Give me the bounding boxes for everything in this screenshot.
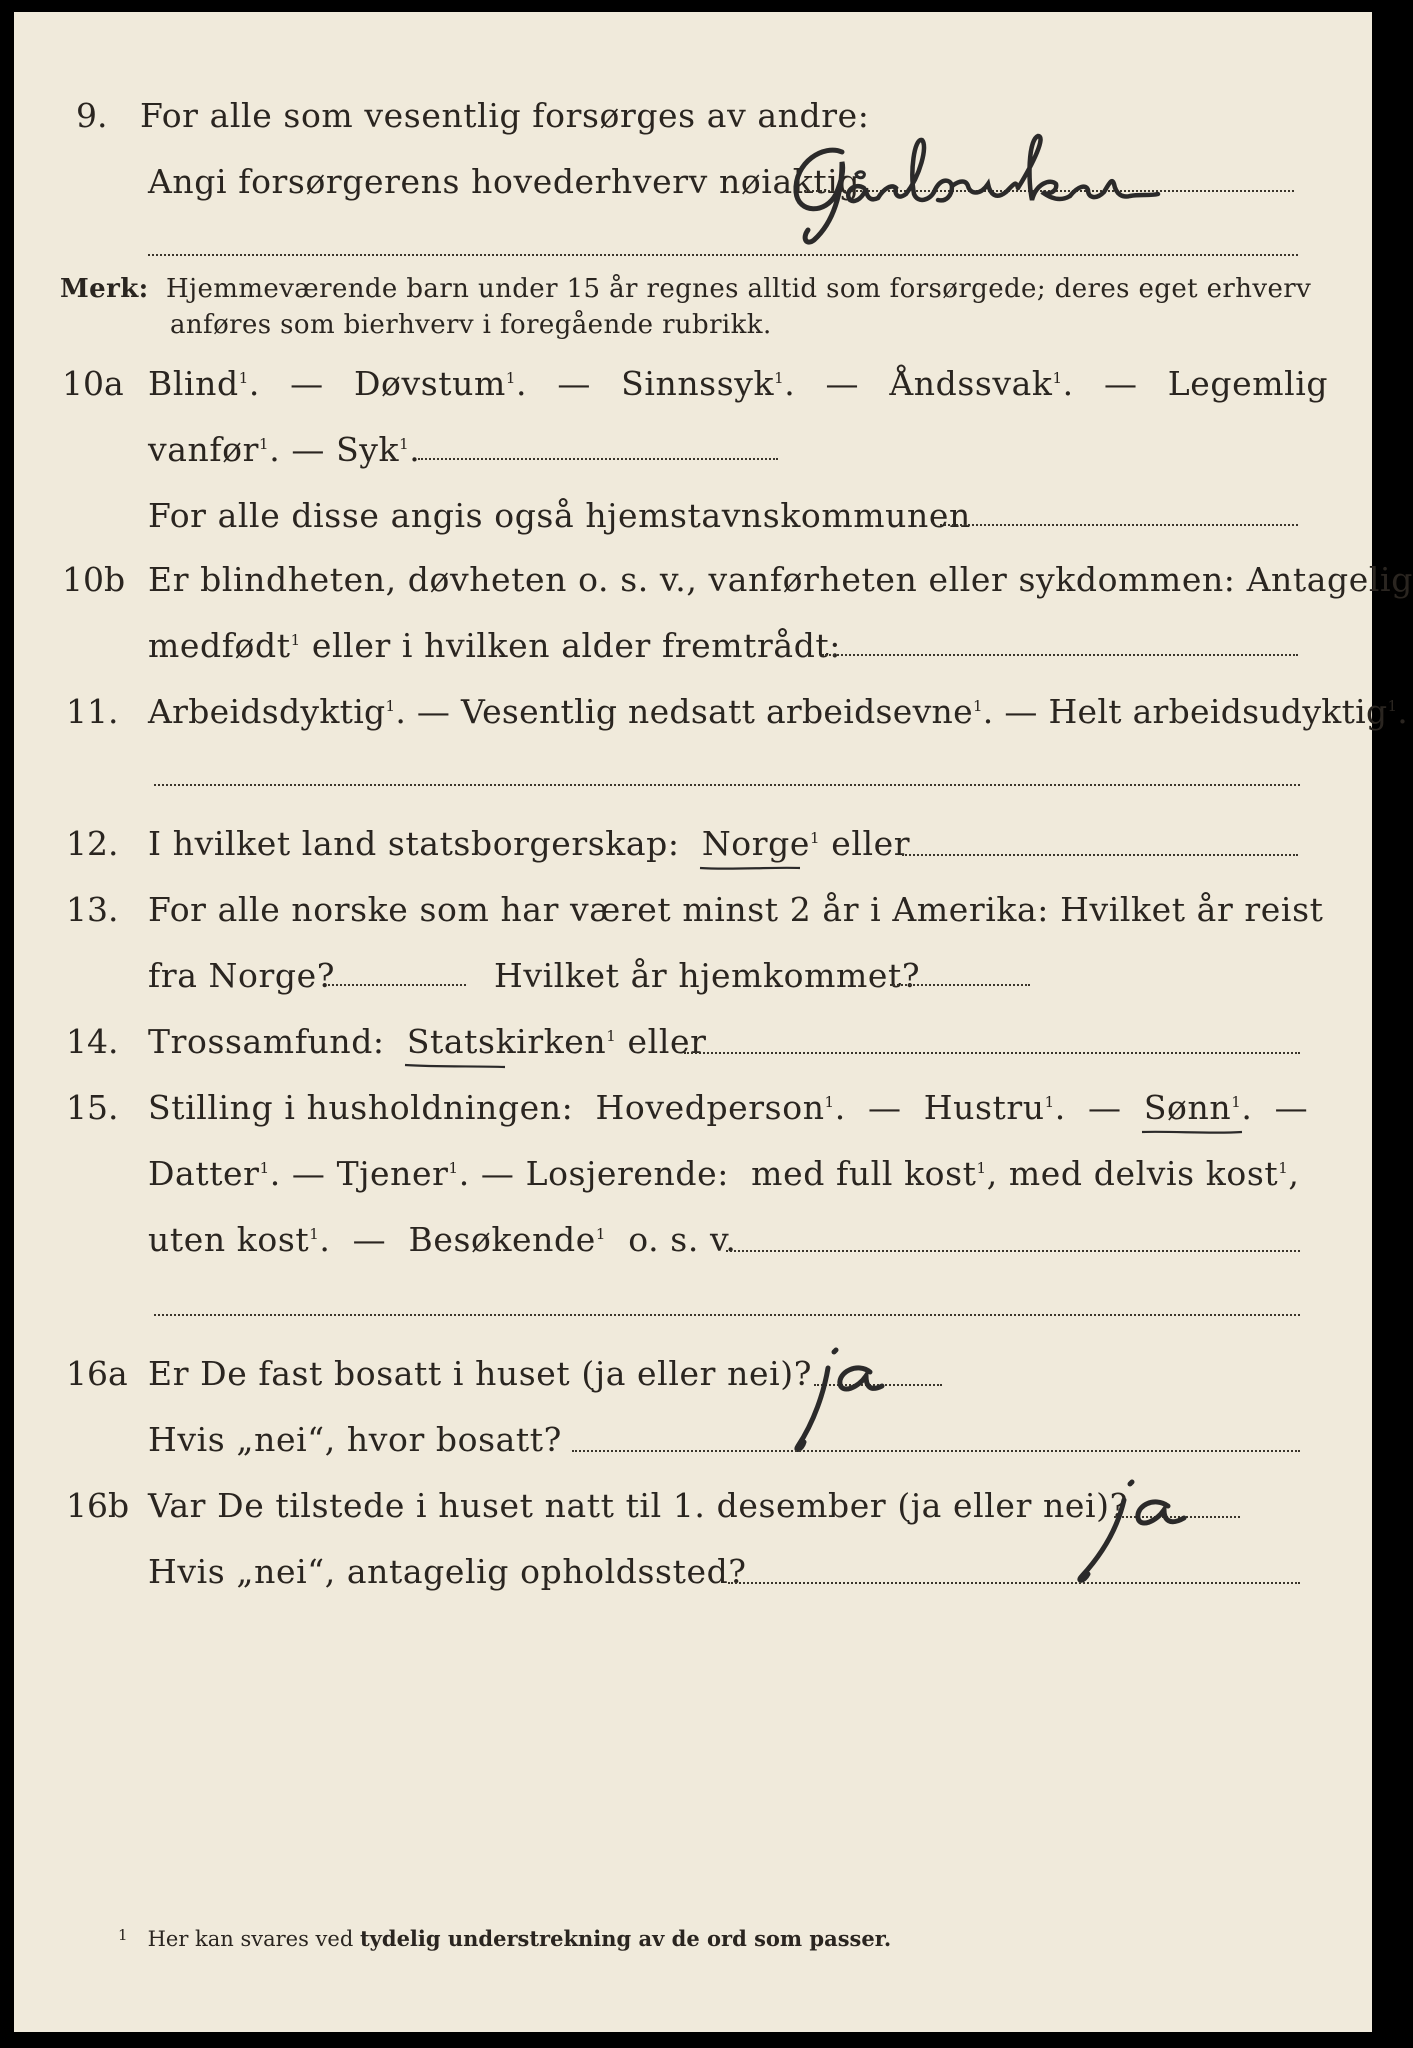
q15-line1: Stilling i husholdningen: Hovedperson$^1$. — Hustru$^1$. — Sønn$^1$. — — [148, 1088, 1308, 1127]
q13-number: 13. — [66, 890, 119, 929]
superscript: 1 — [976, 1159, 987, 1177]
q9-extra-line — [148, 254, 1298, 256]
q16b-opholdssted-line — [728, 1582, 1300, 1584]
opt-hustru: Hustru — [923, 1088, 1045, 1127]
q15-losjerende: Losjerende: — [525, 1154, 729, 1193]
footnote — [118, 1926, 891, 1951]
q10b-line2 — [148, 626, 841, 665]
q15-answer-line — [726, 1250, 1300, 1252]
q12-line1 — [148, 824, 910, 863]
q14-text: Trossamfund: — [148, 1022, 385, 1061]
q14-answer-line — [684, 1052, 1300, 1054]
q14-number: 14. — [66, 1022, 119, 1061]
opt-legemlig: Legemlig — [1167, 364, 1329, 403]
q12-rest: eller — [831, 824, 911, 863]
q13-line1: For alle norske som har været minst 2 år i Amerika: Hvilket år reist — [148, 890, 1324, 929]
underline-mark — [700, 865, 800, 871]
opt-hovedperson: Hovedperson — [595, 1088, 825, 1127]
q10a-syk-line — [418, 458, 778, 460]
superscript: 1 — [1052, 369, 1063, 387]
merk-line2: anføres som bierhverv i foregående rubrikk. — [170, 310, 772, 340]
superscript: 1 — [809, 829, 821, 847]
merk-text1: Hjemmeværende barn under 15 år regnes alltid som forsørgede; deres eget erhverv — [165, 274, 1312, 304]
q16b-line2: Hvis „nei“, antagelig opholdssted? — [148, 1552, 747, 1591]
q10a-line2: vanfør$^1$. — Syk$^1$. — [148, 430, 421, 469]
superscript: 1 — [1278, 1159, 1289, 1177]
opt-statskirken — [407, 1022, 617, 1061]
q9-line1: For alle som vesentlig forsørges av andre: — [140, 96, 870, 135]
q15-extra-line — [154, 1314, 1300, 1316]
footnote-text-a: Her kan svares ved — [147, 1927, 354, 1951]
superscript: 1 — [972, 697, 983, 715]
q10a-line3: For alle disse angis også hjemstavnskommunen — [148, 496, 971, 535]
q13-line2b: Hvilket år hjemkommet? — [494, 956, 921, 995]
q9-number: 9. — [76, 96, 108, 135]
q10b-answer-line — [822, 654, 1298, 656]
q15-line3: uten kost$^1$. — Besøkende$^1$ o. s. v. — [148, 1220, 737, 1259]
superscript: 1 — [1044, 1093, 1055, 1111]
census-form-page — [14, 12, 1413, 2032]
q14-line1 — [148, 1022, 707, 1061]
superscript: 1 — [505, 369, 517, 387]
footnote-text-b: tydelig understrekning av de ord som passer. — [359, 1926, 892, 1951]
q10b-line2-rest: eller i hvilken alder fremtrådt: — [311, 626, 841, 665]
opt-sinnssyk: Sinnssyk — [621, 364, 775, 403]
q13-hjemkommet-line — [890, 984, 1030, 986]
opt-delvis-kost: med delvis kost — [1008, 1154, 1279, 1193]
q15-text: Stilling i husholdningen: — [148, 1088, 574, 1127]
opt-dovstum: Døvstum — [353, 364, 506, 403]
q12-number: 12. — [66, 824, 119, 863]
footnote-marker: 1 — [118, 1926, 128, 1944]
q16a-number: 16a — [66, 1354, 128, 1393]
q10a-line1: Blind$^1$. — Døvstum$^1$. — Sinnssyk$^1$. — Åndssvak$^1$. — Legemlig — [148, 364, 1329, 403]
merk-line1 — [60, 274, 1311, 304]
q13-line2a: fra Norge? — [148, 956, 336, 995]
q14-rest: eller — [627, 1022, 707, 1061]
q10a-number: 10a — [62, 364, 124, 403]
superscript: 1 — [448, 1159, 459, 1177]
opt-norge-label: Norge — [701, 824, 810, 863]
q16a-line1: Er De fast bosatt i huset (ja eller nei)? — [148, 1354, 812, 1393]
superscript: 1 — [1231, 1093, 1242, 1111]
q9-line2: Angi forsørgerens hovederhverv nøiaktig — [148, 162, 861, 201]
underline-mark — [1142, 1129, 1242, 1135]
superscript: 1 — [824, 1093, 835, 1111]
q15-osv: o. s. v. — [628, 1220, 737, 1259]
superscript: 1 — [595, 1225, 607, 1243]
q12-answer-line — [902, 854, 1298, 856]
superscript: 1 — [238, 369, 249, 387]
handwriting-graphic — [1044, 1472, 1224, 1592]
opt-arbeidsdyktig: Arbeidsdyktig — [148, 692, 386, 731]
q9-handwritten-answer — [784, 122, 1264, 252]
q16a-handwritten-answer — [774, 1342, 914, 1462]
q12-text: I hvilket land statsborgerskap: — [148, 824, 680, 863]
superscript: 1 — [259, 435, 270, 453]
q11-number: 11. — [66, 692, 119, 731]
superscript: 1 — [774, 369, 785, 387]
q15-line2: Datter$^1$. — Tjener$^1$. — Losjerende: med full kost$^1$, med delvis kost$^1$, — [148, 1154, 1300, 1193]
q10a-kommune-line — [940, 524, 1298, 526]
q16b-number: 16b — [66, 1486, 130, 1525]
q10b-line1: Er blindheten, døvheten o. s. v., vanførheten eller sykdommen: Antagelig — [148, 560, 1413, 599]
superscript: 1 — [385, 697, 396, 715]
q16b-handwritten-answer — [1044, 1472, 1224, 1592]
opt-udyktig: Helt arbeidsudyktig — [1048, 692, 1388, 731]
opt-statskirken-label: Statskirken — [406, 1022, 607, 1061]
opt-nedsatt: Vesentlig nedsatt arbeidsevne — [461, 692, 973, 731]
opt-tjener: Tjener — [336, 1154, 449, 1193]
opt-datter: Datter — [148, 1154, 260, 1193]
underline-mark — [405, 1063, 505, 1069]
superscript: 1 — [606, 1027, 617, 1045]
q16a-bosatt-line — [572, 1450, 1300, 1452]
superscript: 1 — [399, 435, 410, 453]
opt-syk: Syk — [336, 430, 400, 469]
opt-besokende: Besøkende — [408, 1220, 596, 1259]
superscript: 1 — [259, 1159, 270, 1177]
opt-uten-kost: uten kost — [148, 1220, 310, 1259]
handwriting-graphic — [774, 1342, 914, 1462]
opt-medfodt: medfødt — [148, 626, 291, 665]
merk-label: Merk: — [60, 274, 149, 304]
superscript: 1 — [1387, 697, 1398, 715]
superscript: 1 — [309, 1225, 320, 1243]
opt-blind: Blind — [148, 364, 239, 403]
superscript: 1 — [290, 631, 301, 649]
opt-vanfor: vanfør — [148, 430, 260, 469]
opt-full-kost: med full kost — [751, 1154, 977, 1193]
q11-extra-line — [154, 784, 1300, 786]
opt-andssvak: Åndssvak — [889, 364, 1053, 403]
opt-norge — [702, 824, 820, 863]
q15-number: 15. — [66, 1088, 119, 1127]
q11-line1: Arbeidsdyktig$^1$. — Vesentlig nedsatt arbeidsevne$^1$. — Helt arbeidsudyktig$^1$. — [148, 692, 1409, 731]
handwriting-graphic — [784, 122, 1264, 252]
q16b-line1: Var De tilstede i huset natt til 1. desember (ja eller nei)? — [148, 1486, 1128, 1525]
q10b-number: 10b — [62, 560, 126, 599]
q16a-line2: Hvis „nei“, hvor bosatt? — [148, 1420, 562, 1459]
opt-sonn: Sønn$^1$. — [1144, 1088, 1253, 1127]
q13-reist-line — [328, 984, 466, 986]
opt-sonn-label: Sønn — [1143, 1088, 1232, 1127]
